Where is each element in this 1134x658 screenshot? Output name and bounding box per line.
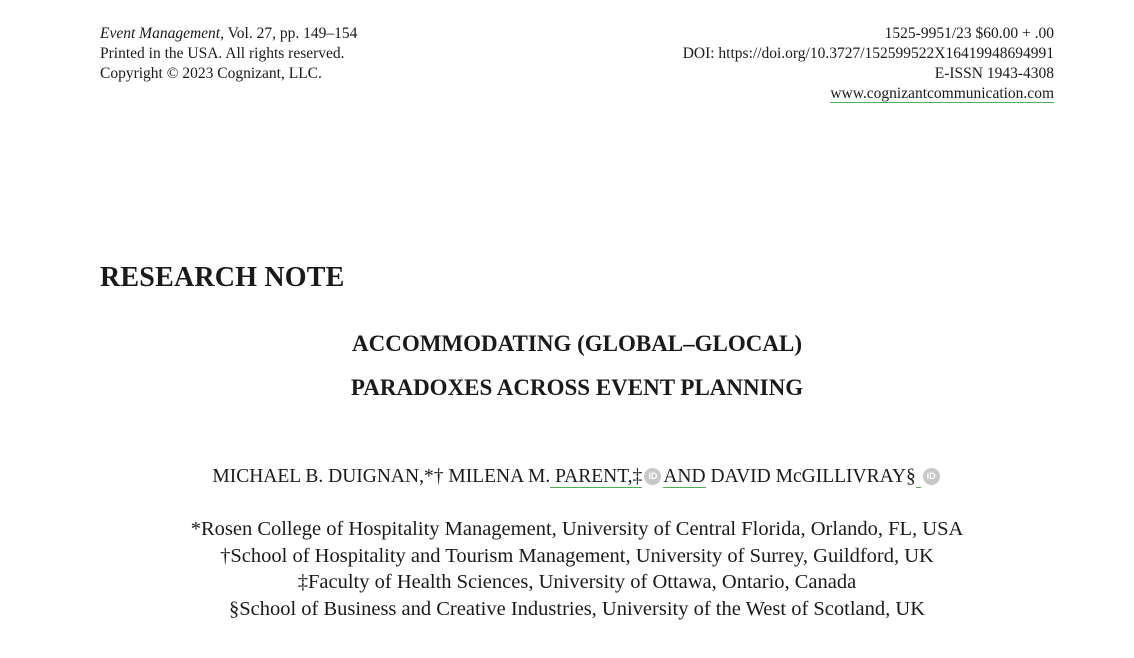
author-mcgillivray: DAVID McGILLIVRAY§	[710, 466, 916, 487]
affiliation-rosen: *Rosen College of Hospitality Management, University of Central Florida, Orlando, FL, USA	[190, 518, 964, 540]
affiliation-list	[0, 516, 1134, 622]
journal-citation	[100, 24, 357, 44]
affiliation-ottawa: ‡Faculty of Health Sciences, University of Ottawa, Ontario, Canada	[297, 571, 857, 593]
doi-link[interactable]: DOI: https://doi.org/10.3727/152599522X16419948694991	[682, 45, 1054, 62]
author-conjunction[interactable]: AND	[663, 466, 706, 487]
copyright-notice: Copyright © 2023 Cognizant, LLC.	[100, 65, 322, 82]
volume-pages: , Vol. 27, pp. 149–154	[220, 25, 358, 42]
website-link[interactable]: www.cognizantcommunication.com	[830, 85, 1054, 102]
affiliation-west-scotland: §School of Business and Creative Industries, University of the West of Scotland, UK	[228, 597, 925, 620]
orcid-link-spacer[interactable]	[916, 466, 921, 488]
printed-notice: Printed in the USA. All rights reserved.	[100, 45, 345, 62]
orcid-icon[interactable]: iD	[923, 468, 940, 485]
author-list	[0, 464, 1134, 490]
journal-header-left	[100, 24, 357, 84]
author-duignan: MICHAEL B. DUIGNAN,*†	[212, 466, 444, 487]
journal-name: Event Management	[100, 25, 221, 42]
author-parent-link[interactable]: PARENT,‡	[550, 466, 642, 488]
journal-header-right	[683, 24, 1054, 104]
section-label: RESEARCH NOTE	[100, 262, 345, 293]
eissn: E-ISSN 1943-4308	[934, 65, 1054, 82]
title-line-2: PARADOXES ACROSS EVENT PLANNING	[350, 375, 804, 400]
affiliation-surrey: †School of Hospitality and Tourism Management, University of Surrey, Guildford, UK	[220, 544, 934, 567]
author-parent-prefix: MILENA M.	[448, 466, 551, 487]
issn-price: 1525-9951/23 $60.00 + .00	[884, 25, 1054, 42]
orcid-icon[interactable]: iD	[644, 468, 661, 485]
title-line-1: ACCOMMODATING (GLOBAL–GLOCAL)	[352, 331, 802, 356]
article-title	[0, 322, 1134, 410]
